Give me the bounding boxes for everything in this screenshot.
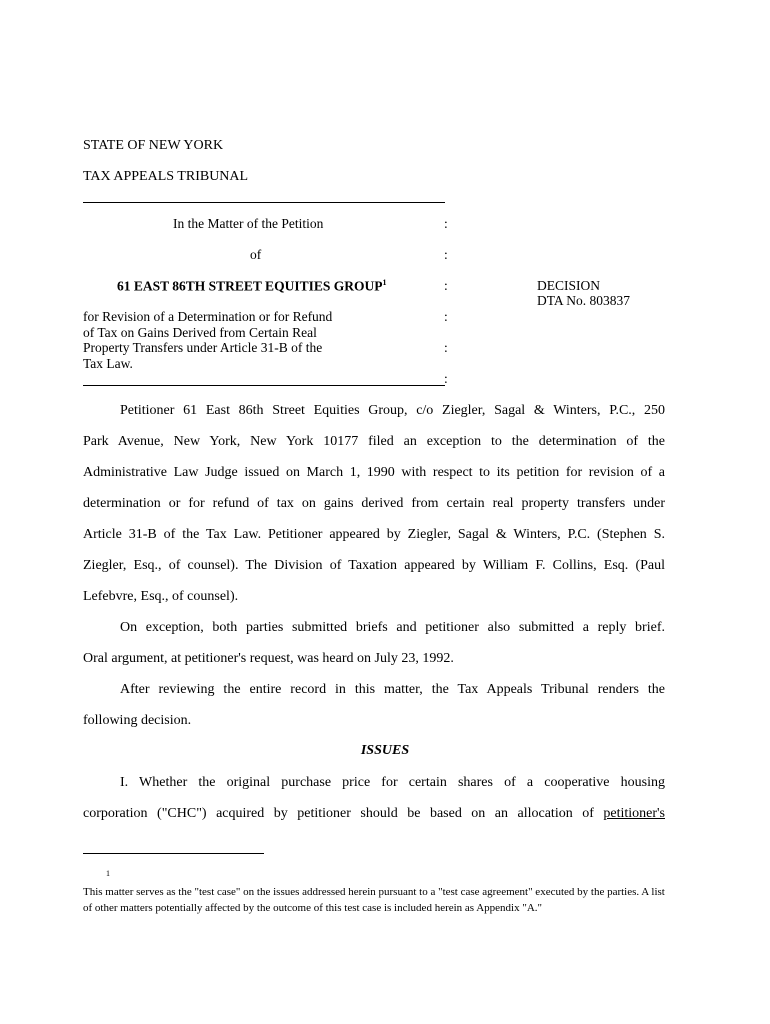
petitioner-name: 61 EAST 86TH STREET EQUITIES GROUP$^1$ [117, 278, 387, 294]
tribunal-heading: TAX APPEALS TRIBUNAL [83, 169, 249, 184]
caption-colon: : [444, 278, 448, 293]
purpose-line: of Tax on Gains Derived from Certain Real [83, 324, 317, 340]
paragraph-line: After reviewing the entire record in this matter, the Tax Appeals Tribunal renders the [120, 682, 665, 697]
footnote-text: This matter serves as the "test case" on the issues addressed herein pursuant to a "test case agreement" executed by the parties. A list of other matters potentially affected by the outcome of this test case is included herein as Appendix "A." [83, 886, 665, 914]
caption-colon: : [444, 340, 448, 355]
paragraph-line: Ziegler, Esq., of counsel). The Division of Taxation appeared by William F. Collins, Esq. (Paul [83, 558, 665, 573]
paragraph-line: Petitioner 61 East 86th Street Equities Group, c/o Ziegler, Sagal & Winters, P.C., 250 [120, 403, 665, 418]
exception-paragraph [83, 612, 665, 674]
caption-colon: : [444, 216, 448, 231]
paragraph-line: Lefebvre, Esq., of counsel). [83, 589, 239, 604]
paragraph-line: Oral argument, at petitioner's request, was heard on July 23, 1992. [83, 651, 454, 666]
petition-purpose [83, 309, 332, 371]
paragraph-line: On exception, both parties submitted briefs and petitioner also submitted a reply brief. [120, 620, 665, 635]
footnote-reference: 1 [382, 278, 387, 287]
caption-colon: : [444, 309, 448, 324]
paragraph-line: Administrative Law Judge issued on March 1, 1990 with respect to its petition for revision of a [83, 465, 665, 480]
purpose-line: for Revision of a Determination or for Refund [83, 309, 333, 324]
paragraph-line: Park Avenue, New York, New York 10177 filed an exception to the determination of the [83, 434, 665, 449]
caption-top-rule [83, 202, 445, 203]
paragraph-line: Article 31-B of the Tax Law. Petitioner appeared by Ziegler, Sagal & Winters, P.C. (Stephen S. [83, 527, 665, 542]
caption-colon: : [444, 371, 448, 386]
footnote-separator [83, 853, 264, 854]
underlined-word: petitioner's [603, 806, 665, 821]
issues-heading: ISSUES [360, 743, 410, 758]
caption-colon: : [444, 247, 448, 262]
purpose-line: Property Transfers under Article 31-B of the [83, 340, 323, 355]
footnote-number: 1 [106, 869, 110, 878]
matter-line: In the Matter of the Petition [173, 216, 324, 231]
dta-number: DTA No. 803837 [537, 293, 631, 308]
paragraph-line: I. Whether the original purchase price for certain shares of a cooperative housing [120, 775, 665, 790]
decision-label: DECISION [537, 278, 600, 293]
purpose-line: Tax Law. [83, 355, 133, 371]
intro-paragraph [83, 395, 665, 612]
paragraph-line: following decision. [83, 713, 192, 728]
paragraph-line: corporation ("CHC") acquired by petitioner should be based on an allocation of petitioner's [83, 806, 665, 821]
paragraph-line: determination or for refund of tax on gains derived from certain real property transfers under [83, 496, 665, 511]
of-line: of [250, 247, 262, 262]
review-paragraph [83, 674, 665, 736]
issue-one-paragraph [83, 767, 665, 829]
caption-bottom-rule [83, 385, 445, 386]
state-heading: STATE OF NEW YORK [83, 138, 224, 153]
